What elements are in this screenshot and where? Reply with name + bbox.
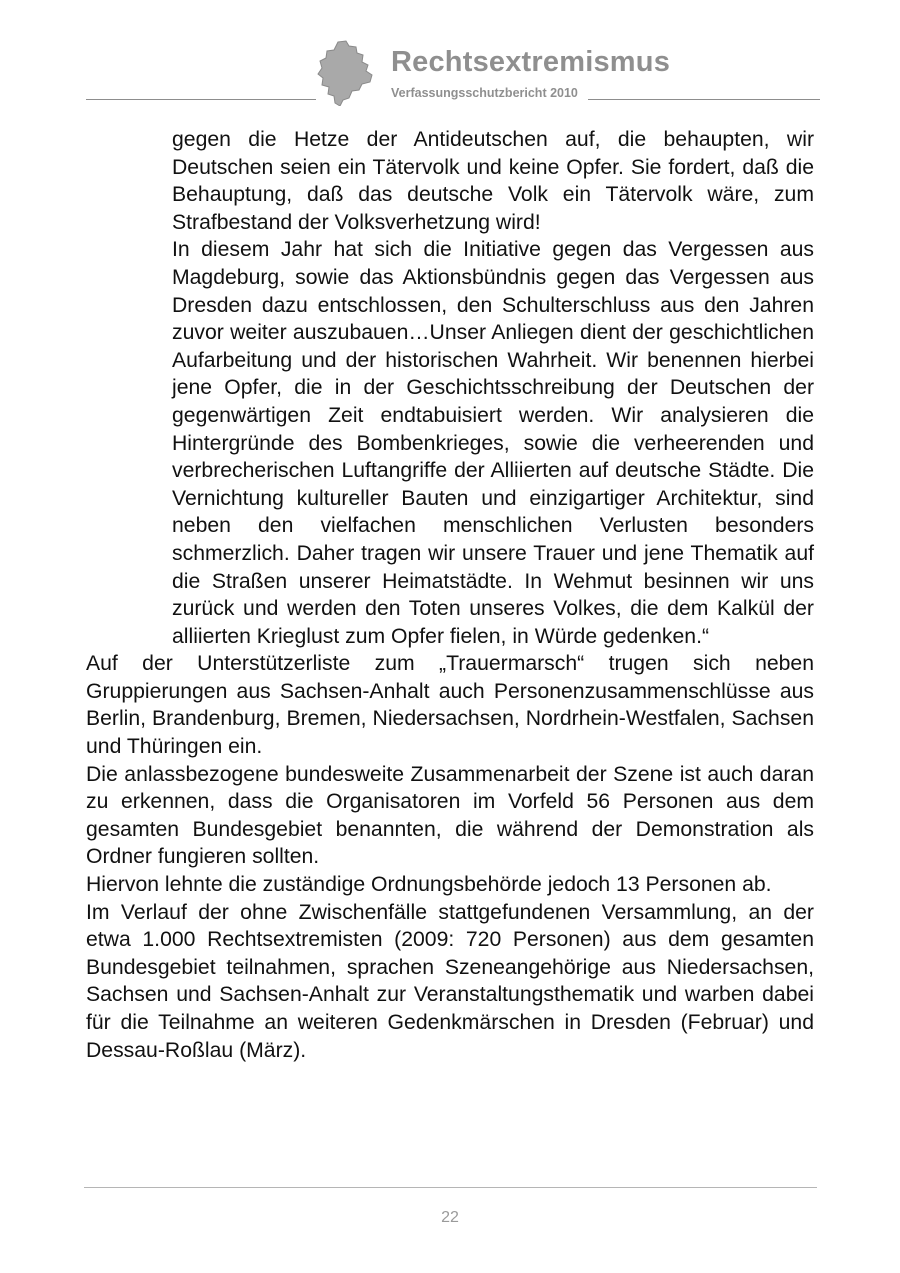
quote-paragraph-1: gegen die Hetze der Antideutschen auf, die behaupten, wir Deutschen seien ein Tätervolk und keine Opfer. Sie fordert, daß die Behauptung, daß das deutsche Volk ein Tätervolk wäre, zum Strafbestand der Volksverhetzung wird! bbox=[172, 128, 814, 234]
page-header bbox=[0, 0, 900, 112]
header-rule-right bbox=[588, 99, 820, 100]
quote-paragraph-2: In diesem Jahr hat sich die Initiative gegen das Vergessen aus Magdeburg, sowie das Aktionsbündnis gegen das Vergessen aus Dresden dazu entschlossen, den Schulterschluss aus den Jahren zuvor weiter auszubauen…Unser Anliegen dient der geschichtlichen Aufarbeitung und der historischen Wahrheit. Wir benennen hierbei jene Opfer, die in der Geschichtsschreibung der Deutschen der gegenwärtigen Zeit endtabuisiert werden. Wir analysieren die Hintergründe des Bombenkrieges, sowie die verheerenden und verbrecherischen Luftangriffe der Alliierten auf deutsche Städte. Die Vernichtung kultureller Bauten und einzigartiger Architektur, sind neben den vielfachen menschlichen Verlusten besonders schmerzlich. Daher tragen wir unsere Trauer und jene Thematik auf die Straßen unserer Heimatstädte. In Wehmut besinnen wir uns zurück und werden den Toten unseres Volkes, die dem Kalkül der alliierten Krieglust zum Opfer fielen, in Würde gedenken.“ bbox=[172, 238, 814, 648]
page-content bbox=[86, 126, 814, 1064]
header-title: Rechtsextremismus bbox=[391, 46, 671, 78]
saxony-anhalt-map-icon bbox=[316, 40, 376, 106]
header-subtitle: Verfassungsschutzbericht 2010 bbox=[391, 86, 578, 100]
body-paragraph-4: Im Verlauf der ohne Zwischenfälle stattgefundenen Versammlung, an der etwa 1.000 Rechtsextremisten (2009: 720 Personen) aus dem gesamten Bundesgebiet teilnahmen, sprachen Szeneangehörige aus Niedersachsen, Sachsen und Sachsen-Anhalt zur Veranstaltungsthematik und warben dabei für die Teilnahme an weiteren Gedenkmärschen in Dresden (Februar) und Dessau-Roßlau (März). bbox=[86, 900, 814, 1062]
body-paragraph-1: Auf der Unterstützerliste zum „Trauermarsch“ trugen sich neben Gruppierungen aus Sachsen-Anhalt auch Personenzusammenschlüsse aus Berlin, Brandenburg, Bremen, Niedersachsen, Nordrhein-Westfalen, Sachsen und Thüringen ein. bbox=[86, 652, 814, 759]
page-number: 22 bbox=[441, 1209, 459, 1226]
body-paragraph-2: Die anlassbezogene bundesweite Zusammenarbeit der Szene ist auch daran zu erkennen, dass die Organisatoren im Vorfeld 56 Personen aus dem gesamten Bundesgebiet benannten, die während der Demonstration als Ordner fungieren sollten. bbox=[86, 762, 814, 869]
body-paragraph-3: Hiervon lehnte die zuständige Ordnungsbehörde jedoch 13 Personen ab. bbox=[86, 873, 772, 897]
footer-rule bbox=[84, 1187, 817, 1188]
header-rule-left bbox=[86, 99, 316, 100]
